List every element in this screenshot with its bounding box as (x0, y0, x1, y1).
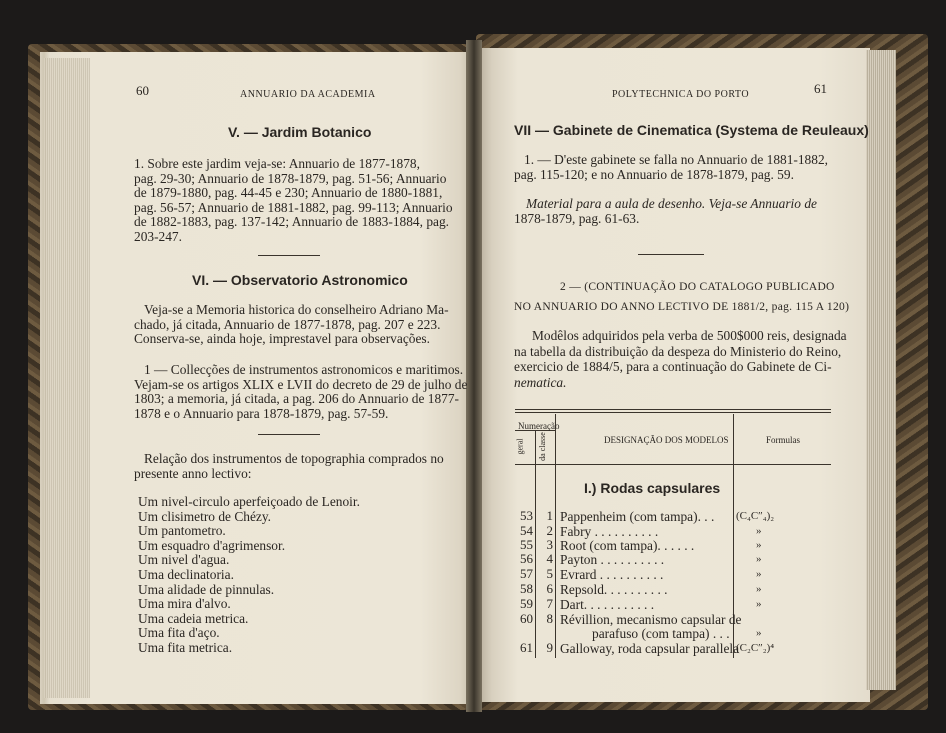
table-cell-name: Payton . . . . . . . . . . (560, 552, 665, 567)
header-classe: da classe (537, 432, 547, 461)
text-line: nematica. (514, 374, 567, 390)
text-line: Um esquadro d'agrimensor. (138, 537, 286, 553)
text-line: Vejam-se os artigos XLIX e LVII do decreto de 29 de julho de (134, 376, 468, 392)
header-designacao: DESIGNAÇÃO DOS MODELOS (604, 435, 729, 445)
section-6-title: VI. — Observatorio Astronomico (192, 272, 408, 288)
table-cell-formula: » (756, 627, 762, 639)
table-cell-geral: 58 (520, 581, 533, 596)
book-gutter (466, 40, 482, 712)
text-line: Relação dos instrumentos de topographia comprados no (144, 451, 444, 466)
table-cell-name: Révillion, mecanismo capsular de (560, 612, 742, 627)
text-line: Um pantometro. (138, 523, 226, 539)
left-running-head: ANNUARIO DA ACADEMIA (240, 89, 376, 100)
table-cell-formula: (C₄C″₄)₂ (736, 510, 775, 522)
table-cell-classe: 5 (546, 566, 553, 581)
table-cell-formula: » (756, 553, 762, 565)
text-line: Um nivel-circulo aperfeiçoado de Lenoir. (138, 494, 360, 509)
table-cell-name: Dart. . . . . . . . . . . (560, 597, 655, 612)
table-cell-classe: 7 (546, 596, 553, 611)
table-cell-classe: 8 (546, 611, 553, 626)
table-cell-geral: 54 (520, 523, 533, 538)
table-cell-geral: 61 (520, 640, 533, 655)
table-cell-name: Root (com tampa). . . . . . (560, 538, 695, 553)
table-cell-name: Galloway, roda capsular parallela (560, 641, 740, 656)
table-cell-formula: (C₂C″₂)⁴ (736, 642, 775, 654)
table-cell-geral: 57 (520, 566, 533, 581)
text-line: 2 — (CONTINUAÇÃO DO CATALOGO PUBLICADO (560, 281, 835, 293)
table-cell-formula: » (756, 539, 762, 551)
section-5-title: V. — Jardim Botanico (228, 124, 372, 140)
table-cell-classe: 9 (546, 640, 553, 655)
table-cell-formula: » (756, 598, 762, 610)
text-line: exercicio de 1884/5, para a continuação do Gabinete de Ci- (514, 359, 832, 374)
text-line: Material para a aula de desenho. Veja-se Annuario de (526, 196, 817, 211)
text-line: 1. — D'este gabinete se falla no Annuario de 1881-1882, (524, 152, 828, 167)
text-line: pag. 29-30; Annuario de 1878-1879, pag. 51-56; Annuario (134, 170, 447, 186)
table-cell-geral: 59 (520, 596, 533, 611)
table-cell-name: Pappenheim (com tampa). . . (560, 509, 715, 524)
divider (638, 254, 704, 255)
text-line: Uma declinatoria. (138, 567, 234, 582)
table-cell-formula: » (756, 568, 762, 580)
section-7-title: VII — Gabinete de Cinematica (Systema de Reuleaux) (514, 122, 869, 138)
text-line: pag. 56-57; Annuario de 1881-1882, pag. 99-113; Annuario (134, 199, 453, 215)
header-geral: geral (515, 438, 525, 455)
text-line: Uma cadeia metrica. (138, 610, 249, 626)
text-line: Um nivel d'agua. (138, 552, 230, 568)
header-numeracao: Numeração (518, 421, 560, 431)
text-line: pag. 115-120; e no Annuario de 1878-1879, pag. 59. (514, 166, 794, 182)
text-line: Modêlos adquiridos pela verba de 500$000 reis, designada (532, 328, 847, 343)
text-line: 1803; a memoria, já citada, a pag. 206 do Annuario de 1877- (134, 391, 460, 407)
group-title: I.) Rodas capsulares (584, 480, 721, 496)
text-line: Uma fita metrica. (138, 640, 233, 655)
table-cell-name: parafuso (com tampa) . . . (592, 626, 730, 641)
text-line: Uma mira d'alvo. (138, 596, 231, 612)
right-page-number: 61 (814, 81, 827, 96)
table-cell-name: Fabry . . . . . . . . . . (560, 524, 659, 539)
table-cell-geral: 55 (520, 537, 533, 552)
text-line: de 1882-1883, pag. 137-142; Annuario de 1883-1884, pag. (134, 214, 449, 230)
text-line: 1878 e o Annuario para 1878-1879, pag. 57-59. (134, 405, 389, 421)
text-line: de 1879-1880, pag. 44-45 e 230; Annuario de 1880-1881, (134, 185, 443, 201)
text-line: 1 — Collecções de instrumentos astronomicos e maritimos. (144, 362, 464, 377)
text-line: NO ANNUARIO DO ANNO LECTIVO DE 1881/2, pag. 115 A 120) (514, 301, 850, 313)
table-cell-classe: 1 (546, 508, 553, 523)
text-line: 1878-1879, pag. 61-63. (514, 210, 640, 226)
divider (258, 434, 320, 435)
text-line: chado, já citada, Annuario de 1877-1878, pag. 207 e 223. (134, 316, 441, 332)
table-cell-formula: » (756, 583, 762, 595)
divider (258, 255, 320, 256)
left-page-edges (44, 58, 90, 698)
table-cell-classe: 3 (546, 537, 553, 552)
table-cell-name: Evrard . . . . . . . . . . (560, 567, 664, 582)
table-cell-classe: 4 (546, 551, 553, 566)
table-cell-name: Repsold. . . . . . . . . . (560, 582, 668, 597)
header-formulas: Formulas (766, 435, 801, 445)
text-line: Uma alidade de pinnulas. (138, 581, 275, 597)
table-cell-geral: 56 (520, 551, 533, 566)
text-line: 1. Sobre este jardim veja-se: Annuario de 1877-1878, (134, 156, 420, 171)
table-cell-classe: 2 (546, 523, 553, 538)
text-line: 203-247. (134, 229, 182, 244)
table-cell-geral: 53 (520, 508, 533, 523)
text-line: Veja-se a Memoria historica do conselheiro Adriano Ma- (144, 302, 449, 317)
left-page-number: 60 (136, 83, 149, 98)
text-line: Uma fita d'aço. (138, 625, 220, 641)
text-line: presente anno lectivo: (134, 465, 252, 481)
text-line: Conserva-se, ainda hoje, imprestavel para observações. (134, 331, 430, 347)
text-line: na tabella da distribuição da despeza do Ministerio do Reino, (514, 343, 842, 359)
table-cell-classe: 6 (546, 581, 553, 596)
table-cell-formula: » (756, 525, 762, 537)
right-page-edges (866, 50, 896, 690)
right-running-head: POLYTECHNICA DO PORTO (612, 89, 750, 100)
table-cell-geral: 60 (520, 611, 533, 626)
text-line: Um clisimetro de Chézy. (138, 508, 272, 524)
